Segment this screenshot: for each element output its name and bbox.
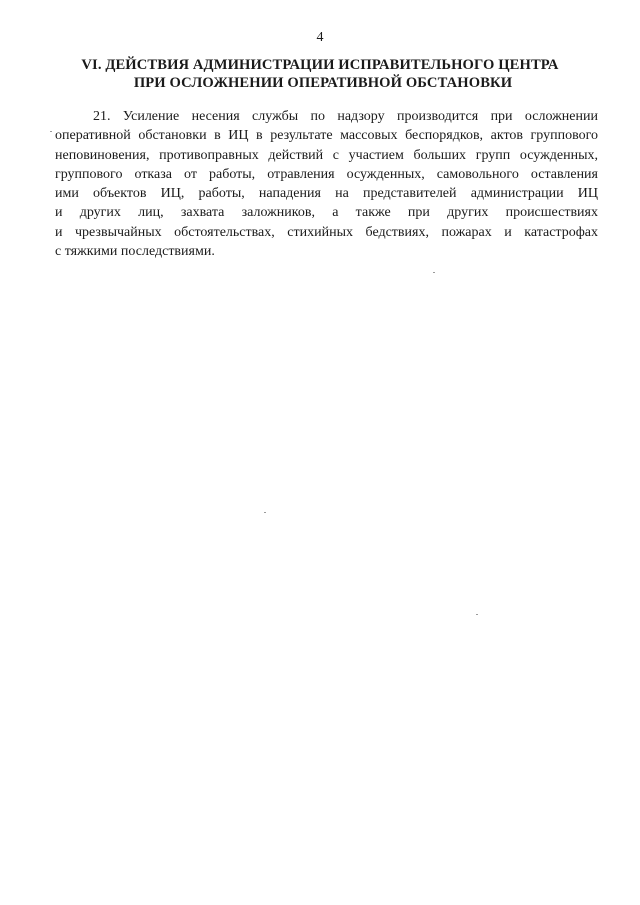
paragraph-line: и других лиц, захвата заложников, а также при других происшествиях <box>55 205 598 221</box>
paragraph-21 <box>55 107 598 261</box>
scan-speck <box>476 614 478 615</box>
section-heading-line-2: ПРИ ОСЛОЖНЕНИИ ОПЕРАТИВНОЙ ОБСТАНОВКИ <box>133 75 513 91</box>
paragraph-line: неповиновения, противоправных действий с участием больших групп осужденных, <box>55 147 598 163</box>
scan-speck <box>264 512 266 513</box>
paragraph-line: и чрезвычайных обстоятельствах, стихийных бедствиях, пожарах и катастрофах <box>55 224 598 240</box>
section-heading-line-1: VI. ДЕЙСТВИЯ АДМИНИСТРАЦИИ ИСПРАВИТЕЛЬНОГО ЦЕНТРА <box>81 57 559 73</box>
paragraph-line: 21. Усиление несения службы по надзору производится при осложнении <box>93 109 598 124</box>
paragraph-line: группового отказа от работы, отравления осужденных, самовольного оставления <box>55 166 598 182</box>
scan-speck <box>433 272 435 273</box>
paragraph-line: оперативной обстановки в ИЦ в результате массовых беспорядков, актов группового <box>55 128 598 144</box>
scan-speck <box>50 131 52 132</box>
section-heading <box>0 56 640 92</box>
page-number: 4 <box>316 30 324 45</box>
paragraph-line: с тяжкими последствиями. <box>55 244 215 260</box>
paragraph-line: ими объектов ИЦ, работы, нападения на представителей администрации ИЦ <box>55 186 598 202</box>
